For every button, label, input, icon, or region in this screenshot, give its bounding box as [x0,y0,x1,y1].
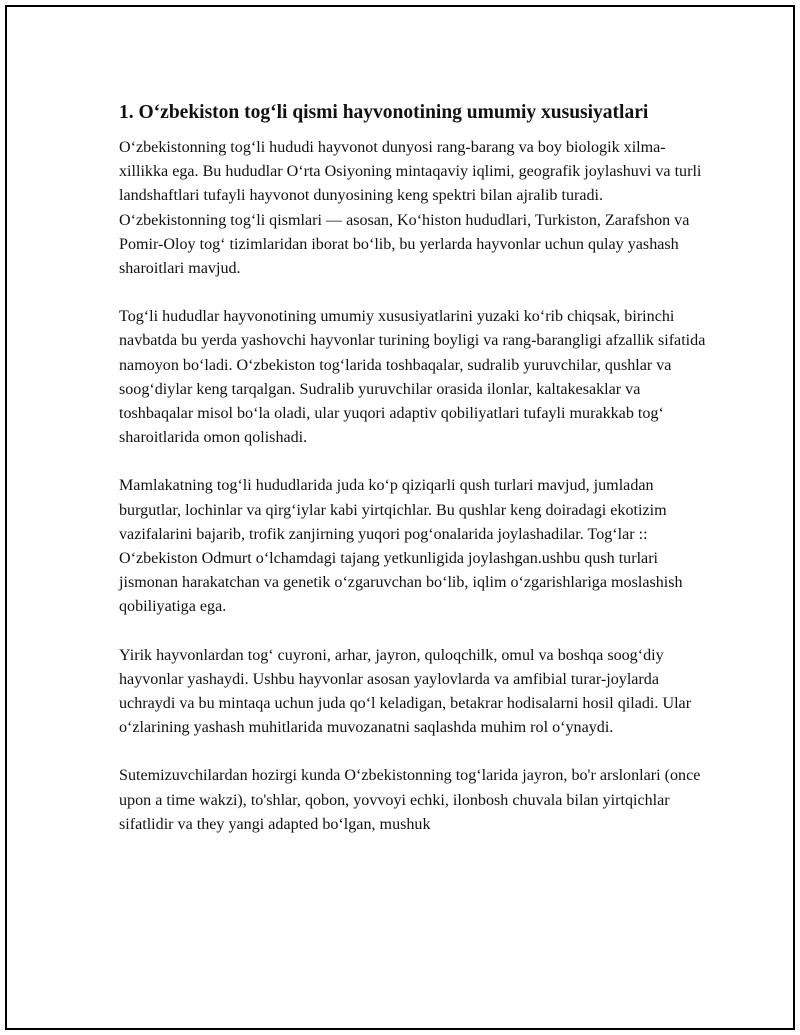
paragraph-intro: O‘zbekistonning tog‘li hududi hayvonot dunyosi rang-barang va boy biologik xilma-xillikka ega. Bu hududlar O‘rta Osiyoning mintaqaviy iqlimi, geografik joylashuvi va turli landshaftlari tufayli hayvonot dunyosining keng spektri bilan ajralib turadi. O‘zbekistonning tog‘li qismlari — asosan, Ko‘histon hududlari, Turkiston, Zarafshon va Pomir-Oloy tog‘ tizimlaridan iborat bo‘lib, bu yerlarda hayvonlar uchun qulay yashash sharoitlari mavjud. [119,139,702,278]
paragraph-mammals: Sutemizuvchilardan hozirgi kunda O‘zbekistonning tog‘larida jayron, bo'r arslonlari (once upon a time wakzi), to'shlar, qobon, yovvoyi echki, ilonbosh chuvala bilan yirtqichlar sifatlidir va they yangi adapted bo‘lgan, mushuk [119,767,701,833]
paragraph-birds: Mamlakatning tog‘li hududlarida juda ko‘p qiziqarli qush turlari mavjud, jumladan burgutlar, lochinlar va qirg‘iylar kabi yirtqichlar. Bu qushlar keng doiradagi ekotizim vazifalarini bajarib, trofik zanjirning yuqori pog‘onalarida joylashadilar. Tog‘lar :: O‘zbekiston Odmurt o‘lchamdagi tajang yetkunligida joylashgan.ushbu qush turlari jismonan harakatchan va genetik o‘zgaruvchan bo‘lib, iqlim o‘zgarishlariga moslashish qobiliyatiga ega. [119,477,683,616]
paragraph-large-animals: Yirik hayvonlardan tog‘ cuyroni, arhar, jayron, quloqchilk, omul va boshqa soog‘diy hayvonlar yashaydi. Ushbu hayvonlar asosan yaylovlarda va amfibial turar-joylarda uchraydi va bu mintaqa uchun juda qo‘l keladigan, betakrar hodisalarni hosil qiladi. Ular o‘zlarining yashash muhitlarida muvozanatni saqlashda muhim rol o‘ynaydi. [119,646,692,737]
page-frame [5,5,795,1030]
paragraph-reptiles: Tog‘li hududlar hayvonotining umumiy xususiyatlarini yuzaki ko‘rib chiqsak, birinchi navbatda bu yerda yashovchi hayvonlar turining boyligi va rang-barangligi afzallik sifatida namoyon bo‘ladi. O‘zbekiston tog‘larida toshbaqalar, sudralib yuruvchilar, qushlar va soog‘diylar keng tarqalgan. Sudralib yuruvchilar orasida ilonlar, kaltakesaklar va toshbaqalar misol bo‘la oladi, ular yuqori adaptiv qobiliyatlari tufayli murakkab tog‘ sharoitlarida omon qolishadi. [119,308,706,447]
section-heading: 1. O‘zbekiston tog‘li qismi hayvonotining umumiy xususiyatlari [119,102,649,123]
document-body [119,99,709,861]
